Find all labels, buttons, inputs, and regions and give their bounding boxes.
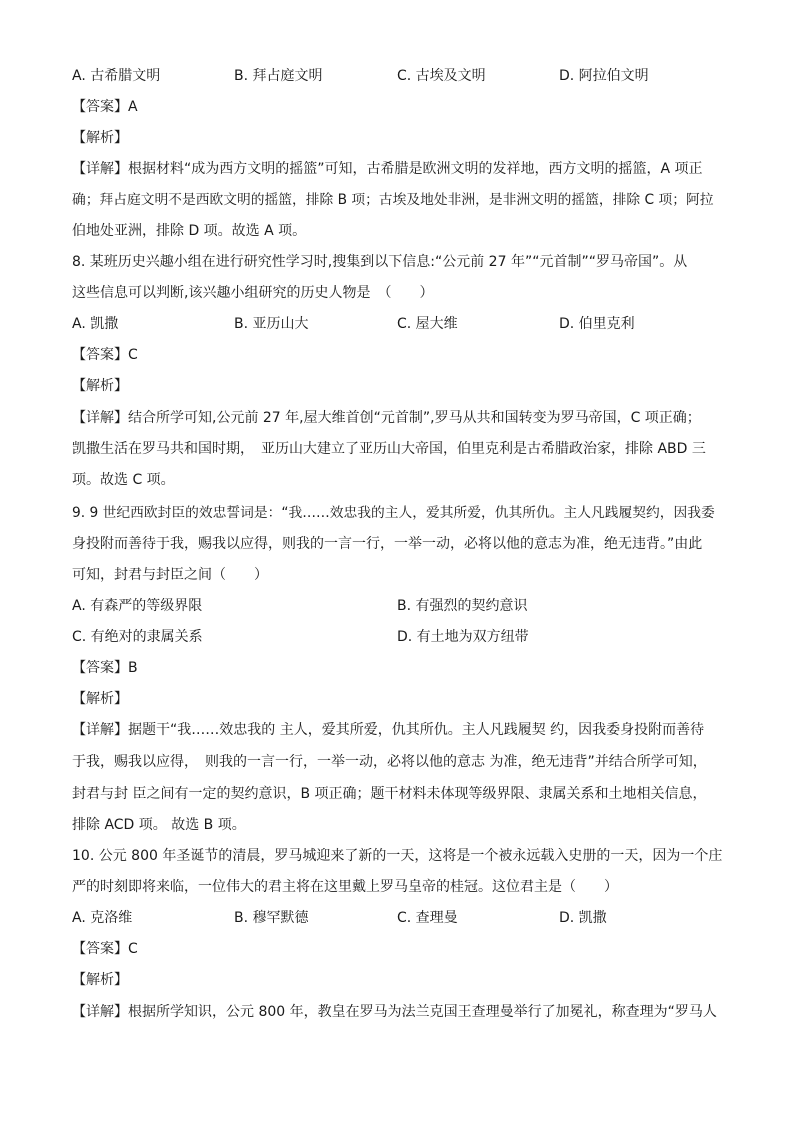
q8-stem-line: 这些信息可以判断,该兴趣小组研究的历史人物是 （ ） — [72, 285, 434, 301]
q10-analysis-label: 【解析】 — [72, 972, 128, 988]
q9-detail-line: 于我，赐我以应得， 则我的一言一行，一举一动，必将以他的意志 为准，绝无违背”并结合所学可知， — [72, 754, 707, 770]
q8-detail-line: 【详解】结合所学可知,公元前 27 年,屋大维首创“元首制”,罗马从共和国转变为罗马帝国，C 项正确； — [72, 410, 701, 426]
q10-stem-line: 10. 公元 800 年圣诞节的清晨，罗马城迎来了新的一天，这将是一个被永远载入史册的一天，因为一个庄 — [72, 848, 723, 864]
q9-option-d: D. 有土地为双方纽带 — [397, 629, 529, 645]
q10-option-c: C. 查理曼 — [397, 910, 458, 926]
q10-option-d: D. 凯撒 — [559, 910, 607, 926]
q9-detail-line: 排除 ACD 项。 故选 B 项。 — [72, 817, 246, 833]
q10-option-a: A. 克洛维 — [72, 910, 133, 926]
q8-detail-line: 凯撒生活在罗马共和国时期， 亚历山大建立了亚历山大帝国，伯里克利是古希腊政治家，排除 ABD 三 — [72, 441, 706, 457]
q7-option-c: C. 古埃及文明 — [397, 68, 486, 84]
q8-option-d: D. 伯里克利 — [559, 316, 635, 332]
q9-stem-line: 身投附而善待于我，赐我以应得，则我的一言一行，一举一动，必将以他的意志为准，绝无违背。”由此 — [72, 536, 703, 552]
q10-detail-line: 【详解】根据所学知识，公元 800 年，教皇在罗马为法兰克国王查理曼举行了加冕礼，称查理为“罗马人 — [72, 1004, 717, 1020]
q10-answer: 【答案】C — [72, 941, 138, 957]
q9-stem-line: 可知，封君与封臣之间（ ） — [72, 567, 268, 583]
q9-option-a: A. 有森严的等级界限 — [72, 598, 203, 614]
q7-detail-line: 【详解】根据材料“成为西方文明的摇篮”可知，古希腊是欧洲文明的发祥地，西方文明的摇篮，A 项正 — [72, 161, 703, 177]
q7-answer: 【答案】A — [72, 99, 138, 115]
q9-answer: 【答案】B — [72, 660, 138, 676]
q7-analysis-label: 【解析】 — [72, 130, 128, 146]
q9-analysis-label: 【解析】 — [72, 691, 128, 707]
q9-stem-line: 9. 9 世纪西欧封臣的效忠誓词是：“我……效忠我的主人，爱其所爱，仇其所仇。主人凡践履契约，因我委 — [72, 505, 715, 521]
q7-detail-line: 确；拜占庭文明不是西欧文明的摇篮，排除 B 项；古埃及地处非洲，是非洲文明的摇篮，排除 C 项；阿拉 — [72, 192, 714, 208]
q9-option-b: B. 有强烈的契约意识 — [397, 598, 528, 614]
q7-option-b: B. 拜占庭文明 — [234, 68, 323, 84]
q10-stem-line: 严的时刻即将来临，一位伟大的君主将在这里戴上罗马皇帝的桂冠。这位君主是（ ） — [72, 879, 618, 895]
q8-option-b: B. 亚历山大 — [234, 316, 309, 332]
q8-analysis-label: 【解析】 — [72, 378, 128, 394]
q9-option-c: C. 有绝对的隶属关系 — [72, 629, 203, 645]
q7-detail-line: 伯地处亚洲，排除 D 项。故选 A 项。 — [72, 223, 307, 239]
q7-option-d: D. 阿拉伯文明 — [559, 68, 649, 84]
q8-stem-line: 8. 某班历史兴趣小组在进行研究性学习时,搜集到以下信息:“公元前 27 年”“元首制”“罗马帝国”。从 — [72, 254, 688, 270]
q9-detail-line: 封君与封 臣之间有一定的契约意识，B 项正确；题干材料未体现等级界限、隶属关系和土地相关信息， — [72, 786, 707, 802]
q8-option-a: A. 凯撒 — [72, 316, 119, 332]
q7-option-a: A. 古希腊文明 — [72, 68, 161, 84]
q10-option-b: B. 穆罕默德 — [234, 910, 309, 926]
q8-detail-line: 项。故选 C 项。 — [72, 472, 175, 488]
q8-answer: 【答案】C — [72, 347, 138, 363]
q8-option-c: C. 屋大维 — [397, 316, 458, 332]
q9-detail-line: 【详解】据题干“我……效忠我的 主人，爱其所爱，仇其所仇。主人凡践履契 约，因我委身投附而善待 — [72, 722, 705, 738]
